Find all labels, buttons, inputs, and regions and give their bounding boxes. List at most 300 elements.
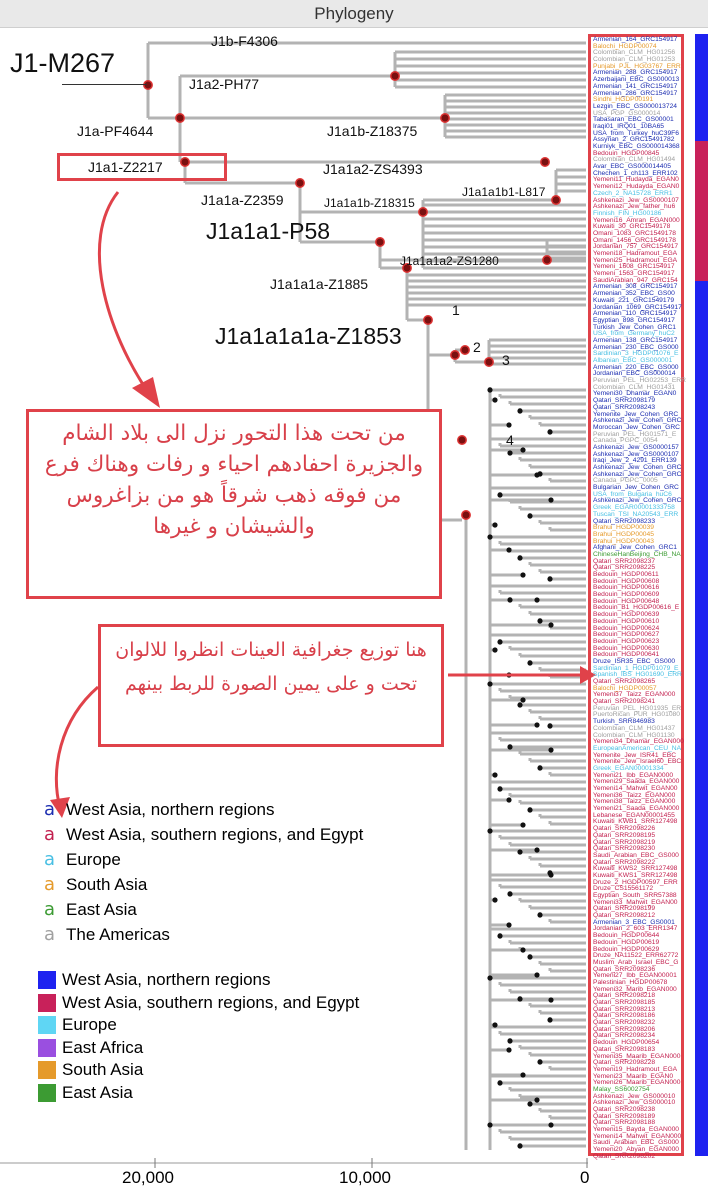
clade-label-j1a1a1b1: J1a1a1b1-L817 [462,185,546,199]
leaf-label: Bulgarian_Jew_Cohen_GRC [593,484,679,492]
leaf-label: Bedouin_HGDP00627 [593,631,660,639]
leaf-label: Balochi_HGDP00057 [593,684,657,692]
leaf-label: Jordanian_EBC_GS000014 [593,370,676,378]
legend2-label: East Asia [62,1082,133,1102]
tree-node [527,660,532,665]
tree-node [534,472,539,477]
legend2-swatch [38,1016,56,1034]
tree-node [547,723,552,728]
legend2-swatch [38,1039,56,1057]
clade-label-j1m267: J1-M267 [10,48,116,78]
legend2-label: West Asia, northern regions [62,970,271,990]
leaf-label: Qatari_SRR2098219 [593,838,656,846]
leaf-label: Qatari_SRR2098179 [593,397,656,405]
leaf-label: Bedouin_HGDP00639 [593,611,660,619]
leaf-label: Iraqi01_IRQ01_10BA65 [593,122,665,130]
tree-node [517,996,522,1001]
clade-node [543,256,551,264]
legend1-item [44,872,363,897]
leaf-label: Omani_1083_GRC1549178 [593,229,676,237]
leaf-label: Armenian_141_GRC154917 [593,82,678,90]
tree-node [487,387,492,392]
axis-tick-10000: 10,000 [339,1168,391,1187]
legend2-label: South Asia [62,1060,144,1080]
color-bar-segment [695,281,708,1156]
leaf-label: Brahui_HGDP00039 [593,524,654,532]
tree-node [520,822,525,827]
leaf-label: Turkish_SRR846983 [593,718,655,726]
leaf-label: Albanian_EBC_GS000001 [593,357,673,364]
legend2-item [38,1037,359,1060]
legend1-swatch-letter: a [44,874,56,895]
clade-label-j1a: J1a-PF4644 [77,123,154,139]
tree-node [527,513,532,518]
arrow-note1 [99,192,150,395]
leaf-label: Yemenite_Jew_ISR41_EBC [593,751,677,759]
tree-node [507,891,512,896]
leaf-label: Qatari_SRR2098228 [593,1059,656,1067]
leaf-label: Jordanian_757_GRC154917 [593,243,679,251]
clade-node [296,179,304,187]
leaf-label: Yemeni19_Hadramout_EGA [593,1065,678,1073]
leaf-label: Kuwaiti_221_GRC1549179 [593,296,675,304]
legend1-item [44,897,363,922]
leaf-label: Bedouin_HGDP00608 [593,577,660,585]
marker-2: 2 [473,339,481,355]
tree-node [534,972,539,977]
leaf-label: Qatari_SRR2098206 [593,1025,656,1033]
tree-node [548,622,553,627]
leaf-label: Chechen_1_ch113_ERR102 [593,169,678,177]
tree-node [497,933,502,938]
leaf-label: Yemenite_Jew_Israel60_EBC [593,758,682,766]
leaf-label: Bedouin_HGDP00629 [593,945,660,953]
leaf-label: Moroccan_Jew_Cohen_GRC [593,423,680,431]
clade-node [541,158,549,166]
leaf-label: Qatari_SRR2098236 [593,965,656,973]
tree-node [537,618,542,623]
tree-node [547,1017,552,1022]
leaf-label: Ashkenazi_Jew_GS0000107 [593,196,679,204]
tree-node [492,1022,497,1027]
tree-node [520,572,525,577]
leaf-label: Colombian_CLM_HG01437 [593,724,676,732]
leaf-label: Armenian_138_GRC154917 [593,336,678,344]
leaf-label: Armenian_110_GRC154917 [593,310,677,318]
leaf-label: Armenian_164_GRC154917 [593,36,678,43]
leaf-label: Armenian_286_GRC154917 [593,89,678,97]
tree-node [487,534,492,539]
legend1-label: West Asia, southern regions, and Egypt [66,824,364,844]
tree-node [487,828,492,833]
legend1-label: West Asia, northern regions [66,799,275,819]
leaf-label: Yemeni26_Maarib_EGAN000 [593,1079,681,1087]
tree-node [548,997,553,1002]
leaf-label: Finnish_FIN_HG00186 [593,209,662,217]
leaf-label: Colombian_CLM_HG01256 [593,49,676,57]
clade-node [451,351,459,359]
legend-text-colors [44,797,363,947]
leaf-label: Ashkenazi_Jew_GS000010 [593,1099,676,1107]
legend2-item [38,969,359,992]
leaf-label: Greek_EGAN00001334 [593,764,664,772]
tree-node [506,922,511,927]
leaf-label: Qatari_SRR2098237 [593,557,656,565]
leaf-label: Ashkenazi_Jew_Cohen_GRC [593,497,682,505]
tree-node [507,1038,512,1043]
leaf-label: Punjabi_PJL_HG03767_ERR [593,62,681,70]
leaf-label: Saudi_Arabian_EBC_GS000 [593,1139,679,1147]
leaf-label: Qatari_SRR2098189 [593,1112,656,1120]
tree-node [487,975,492,980]
tree-node [537,1059,542,1064]
legend1-label: East Asia [66,899,137,919]
clade-label-j1b: J1b-F4306 [211,33,278,49]
legend1-swatch-letter: a [44,824,56,845]
leaf-label: Qatari_SRR2098218 [593,992,656,1000]
leaf-label: Yemeni14_Mahwit_EGAN00 [593,785,678,792]
clade-node [376,238,384,246]
tree-node [527,807,532,812]
legend1-swatch-letter: a [44,899,56,920]
leaf-label: Brahui_HGDP00045 [593,530,654,538]
legend2-swatch [38,971,56,989]
leaf-label: Bedouin_HGDP00654 [593,1039,660,1047]
leaf-label: Tabasaran_EBC_GS00001 [593,116,674,124]
leaf-label: Tuscan_TSI_NA20543_ERR [593,510,679,518]
leaf-label: Afghani_Jew_Cohen_GRC1 [593,544,678,552]
clade-label-j1a1a: J1a1a-Z2359 [201,192,284,208]
arrow-legend [56,687,98,808]
clade-node [419,208,427,216]
tree-node [520,447,525,452]
clade-node [462,511,470,519]
tree-node [517,1143,522,1148]
leaf-label: Armenian_230_EBC_GS000 [593,343,679,351]
leaf-label: Yemeni12_Hudayda_EGAN0 [593,183,680,191]
leaf-label: Colombian_CLM_HG01253 [593,56,676,64]
legend2-swatch [38,1084,56,1102]
leaf-label: Qatari_SRR2098230 [593,845,656,853]
leaf-label: Bedouin_HGDP00623 [593,637,660,645]
clade-node [144,81,152,89]
leaf-label: Yemeni27_Ibb_EGAN00001 [593,972,677,980]
clade-label-j1a1a1a1a: J1a1a1a1a-Z1853 [215,323,402,349]
tree-node [492,522,497,527]
leaf-label: Bedouin_HGDP00619 [593,938,660,946]
legend2-label: Europe [62,1015,117,1035]
clade-node [424,316,432,324]
tree-node [492,397,497,402]
leaf-label: Bedouin_HGDP00845 [593,149,660,157]
clade-node [552,196,560,204]
annotation-note-1: من تحت هذا التحور نزل الى بلاد الشام والجزيرة احفادهم احياء و رفات وهناك فرع من فوقه ذهب شرقاً هو من بزاغروس والشيشان و غيرها [26,409,442,599]
tree-node [507,450,512,455]
leaf-label: Sindhi_HGDP00191 [593,96,654,104]
tree-node [506,797,511,802]
leaf-label: Muslim_Arab_Israel_EBC_G [593,958,679,966]
tree-node [497,639,502,644]
leaf-label: Canada_PGPC_0054 [593,437,658,445]
leaf-label: Yemeni34_Dhamar_EGAN000 [593,738,684,746]
leaf-label: Ashkenazi_Jew_GS0000107 [593,450,679,458]
leaf-label: Druze_CS15561172 [593,885,654,893]
leaf-label: Egyptian_South_SRR57388 [593,892,677,899]
leaf-label: Bedouin_HGDP00624 [593,624,660,632]
leaf-label: Qatari_SRR2098183 [593,1045,656,1053]
leaf-label: Ashkenazi_Jew_Cohen_GRC [593,464,682,471]
leaf-label: SaudiArabian_947_GRC154 [593,276,678,284]
clade-label-j1a1: J1a1-Z2217 [57,153,227,181]
leaf-label: Druze_2_HGDP00597_ERR [593,878,678,886]
leaf-label: Ashkenazi_Jew_Cohen_GRC [593,470,682,478]
clade-node [485,358,493,366]
clade-label-j1a2: J1a2-PH77 [189,76,260,92]
clade-label-j1a1b: J1a1b-Z18375 [327,123,418,139]
leaf-label: Sardinian_3_HGDP01076_E [593,350,679,358]
leaf-label: ChineseHanBeijing_CHB_NA [593,550,681,558]
tree-node [547,429,552,434]
leaf-label: Bedouin_HGDP00610 [593,617,660,625]
tree-node [547,576,552,581]
tree-node [497,786,502,791]
leaf-label: Yemeni21_Saada_EGAN000 [593,805,680,813]
clade-label-j1a1a1a2: J1a1a1a2-ZS1280 [400,254,499,268]
leaf-label: Qatari_SRR2098232 [593,1019,656,1027]
legend2-item [38,1014,359,1037]
leaf-label: Lebanese_EGAN00001455 [593,811,675,819]
leaf-label: Qatari_SRR2098265 [593,678,656,685]
leaf-label: Qatari_SRR2098202 [593,1152,656,1160]
marker-1: 1 [452,302,460,318]
leaf-label: Kurniyk_EBC_GS000014368 [593,143,680,150]
leaf-label: Yemeni23_Maarib_EGAN0 [593,1072,674,1080]
leaf-label: Yemeni14_Mahwit_EGAN000 [593,1132,682,1140]
leaf-label: Greek_EGAR00001333758 [593,504,675,512]
legend1-swatch-letter: a [44,799,56,820]
color-bar-segment [695,141,708,281]
leaf-label: Yemeni20_Abyan_EGAN000 [593,1146,680,1154]
leaf-label: Qatari_SRR2098212 [593,912,656,920]
leaf-label: Qatari_SRR2098195 [593,831,656,839]
leaf-label: Yemeni36_Taizz_EGAN000 [593,791,676,799]
legend1-label: Europe [66,849,121,869]
leaf-label: Ashkenazi_Jew_father_hu6 [593,203,676,211]
clade-node [441,114,449,122]
leaf-label: USA_from_Germany_huC2 [593,330,675,338]
leaf-label: Canada_PGPC_0005 [593,477,658,485]
legend2-label: East Africa [62,1037,144,1057]
tree-node [506,1047,511,1052]
color-bar-segment [695,34,708,141]
marker-3: 3 [502,352,510,368]
leaf-label: Qatari_SRR2098188 [593,1119,656,1127]
leaf-label: Peruvian_PEL_HG01935_ER [593,704,682,712]
leaf-label: Qatari_SRR2098238 [593,1106,656,1113]
tree-node [497,492,502,497]
legend2-item [38,992,359,1015]
legend1-item [44,797,363,822]
leaf-label: Druze_NA11522_ERR62772 [593,952,679,960]
axis-tick-20000: 20,000 [122,1168,174,1187]
leaf-label: Qatari_SRR2098213 [593,1005,656,1013]
leaf-label: Colombian_CLM_HG01494 [593,156,676,164]
tree-node [492,772,497,777]
arrowhead-note1 [132,377,160,408]
leaf-label: Bedouin_HGDP00644 [593,932,660,940]
leaf-label: Iraqi_Jew_2_4291_ERR139 [593,457,677,465]
legend2-item [38,1059,359,1082]
leaf-label: EuropeanAmerican_CEU_NA [593,744,682,752]
leaf-label: Egyptian_898_GRC154917 [593,316,675,324]
leaf-label: Kuwaiti_KWB1_SRR127498 [593,818,678,826]
j1m267-underline [62,84,147,85]
legend2-label: West Asia, southern regions, and Egypt [62,992,360,1012]
clade-label-j1a1a1b: J1a1a1b-Z18315 [324,196,415,210]
leaf-label: Kuwaiti_30_GRC1549178 [593,223,671,231]
leaf-label: Qatari_SRR2098233 [593,517,656,525]
leaf-label: Yemeni29_Saada_EGAN000 [593,778,680,786]
leaf-label: Peruvian_PEL_HG01571_E [593,430,677,438]
tree-node [548,1122,553,1127]
clade-label-j1a1a1: J1a1a1-P58 [206,218,331,244]
legend-region-bar [38,969,359,1104]
tree-node [517,555,522,560]
time-axis [0,1158,588,1168]
leaf-label: Qatari_SRR2098241 [593,698,656,706]
tree-node [506,422,511,427]
tree-node [534,597,539,602]
leaf-label: Yemeni35_Maarib_EGAN000 [593,1052,681,1060]
leaf-label: Brahui_HGDP00043 [593,537,654,545]
legend1-label: South Asia [66,874,148,894]
leaf-label: Yemeni_1608_GRC154917 [593,263,675,271]
tree-node [534,847,539,852]
leaf-label: Kuwaiti_KWS1_SRR127498 [593,871,678,879]
leaf-label: Druze_ISR35_EBC_GS000 [593,657,676,665]
leaf-label: Omani_1456_GRC1549178 [593,236,676,244]
tree-node [527,1101,532,1106]
leaf-label: Jordanian_2_603_ERR1347 [593,925,678,933]
legend1-item [44,847,363,872]
leaf-label: Balochi_HGDP00074 [593,42,657,50]
leaf-label: Qatari_SRR2098185 [593,999,656,1006]
tree-node [517,702,522,707]
axis-tick-0: 0 [580,1168,590,1187]
leaf-label: Colombian_CLM_HG01130 [593,731,675,739]
tree-node [492,647,497,652]
leaf-label: Bedouin_HGDP00609 [593,591,660,599]
leaf-label: USA_from_Bulgaria_huC6 [593,490,672,498]
leaf-label: Yemeni38_Taizz_EGAN000 [593,798,676,806]
tree-node [507,597,512,602]
tree-node [517,408,522,413]
leaf-label: Qatari_SRR2098243 [593,403,656,411]
window-title: Phylogeny [0,0,708,28]
leaf-label: Yemeni37_Taizz_EGAN000 [593,691,676,699]
legend2-swatch [38,994,56,1012]
leaf-label: Spanish_IBS_HG01690_ERR [593,671,682,679]
leaf-label: Armenian_352_EBC_GS00 [593,290,675,298]
leaf-label: Azerbaijani_EBC_GS000013 [593,76,680,84]
leaf-label: Armenian_308_GRC154917 [593,283,678,291]
tree-node [507,744,512,749]
marker-4: 4 [506,432,514,448]
leaf-labels-box [588,34,686,1160]
tree-node [487,1122,492,1127]
leaf-label: Ashkenazi_Jew_Cohen_GRC [593,417,682,425]
clade-label-j1a1a2: J1a1a2-ZS4393 [323,161,423,177]
tree-node [517,849,522,854]
leaf-label: Qatari_SRR2098234 [593,1032,656,1040]
tree-node [520,947,525,952]
leaf-label: Yemeni32_Marib_EGAN000 [593,985,677,993]
tree-node [548,747,553,752]
legend1-label: The Americas [66,924,170,944]
tree-node [548,872,553,877]
leaf-label: Peruvian_PEL_HG02253_ERR [593,377,686,385]
legend2-item [38,1082,359,1105]
legend1-item [44,922,363,947]
tree-node [537,765,542,770]
tree-node [520,697,525,702]
tree-node [487,681,492,686]
leaf-label: Avar_EBC_GS000014405 [593,163,671,171]
leaf-label: Bedouin_HGDP00616 [593,584,660,592]
clade-node [458,436,466,444]
leaf-label: Sardinian_1_HGDP01079_E [593,664,679,672]
leaf-label: Bedouin_HGDP00611 [593,571,659,578]
leaf-label: Qatari_SRR2098226 [593,825,656,833]
clade-node [461,346,469,354]
leaf-label: Yemeni16_Amran_EGAN000 [593,216,680,224]
leaf-label: Saudi_Arabian_EBC_GS000 [593,851,679,859]
tree-node [520,1072,525,1077]
leaf-label: Jordanian_1069_GRC154917 [593,303,682,311]
leaf-label: Assyrian_2_GRC15491782 [593,136,675,144]
leaf-label: Yemeni30_Dhamar_EGAN0 [593,390,677,398]
tree-node [492,897,497,902]
leaf-label: Armenian_288_GRC154917 [593,69,678,77]
leaf-label: Bedouin_B1_HGDP00616_E [593,604,680,612]
legend2-swatch [38,1061,56,1079]
leaf-label: Qatari_SRR2098225 [593,564,656,572]
leaf-label: Armenian_220_EBC_GS000 [593,363,679,371]
tree-node [548,497,553,502]
leaf-label: Yemenite_Jew_Cohen_GRC [593,410,679,418]
leaf-label: PuertoRican_PUR_HG01080 [593,711,680,719]
leaf-label: Palestinian_HGDP00678 [593,978,668,986]
leaf-label: Qatari_SRR2098199 [593,905,656,913]
leaf-label: Qatari_SRR2098222 [593,858,656,866]
leaf-label: Yemeni21_Ibb_EGAN0000 [593,771,674,779]
leaf-label: Qatari_SRR2098186 [593,1012,656,1020]
leaf-label: Yemeni11_Hudayda_EGAN0 [593,176,679,184]
leaf-label: USA_from_Turkey_huC39F6 [593,129,679,137]
leaf-label: Czech_2_NA15728_ERR1 [593,189,673,197]
legend1-swatch-letter: a [44,924,56,945]
leaf-label: Ashkenazi_Jew_GS0000157 [593,443,679,451]
tree-node [497,1080,502,1085]
tree-node [534,1097,539,1102]
clade-label-j1a1a1a: J1a1a1a-Z1885 [270,276,369,292]
leaf-label: Malay_SS6002754 [593,1085,650,1093]
leaf-label: Bedouin_HGDP00648 [593,597,660,605]
leaf-label: Bedouin_HGDP00630 [593,644,660,652]
leaf-label: Yemeni18_Hadramout_EGA [593,250,678,257]
tree-node [506,547,511,552]
leaf-label: Lezgin_EBC_GS000013724 [593,102,678,110]
